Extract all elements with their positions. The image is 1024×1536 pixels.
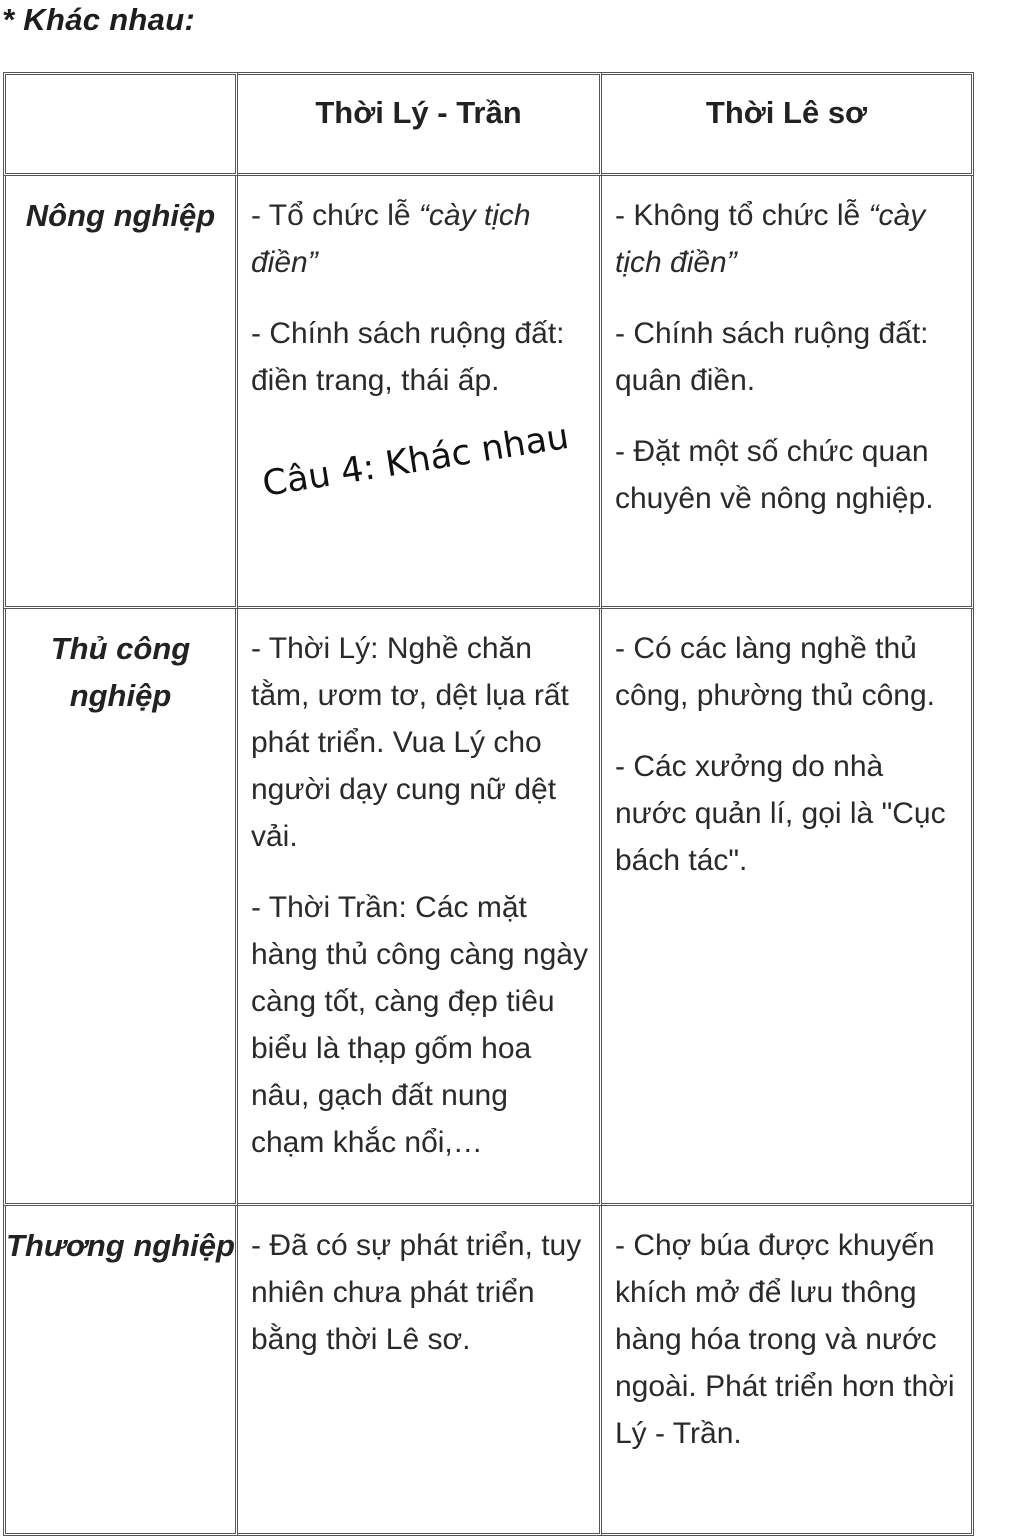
cell-paragraph: - Thời Lý: Nghề chăn tằm, ươm tơ, dệt lụa rất phát triển. Vua Lý cho người dạy cung nữ dệt vải. (251, 632, 569, 853)
cell-paragraph: - Đã có sự phát triển, tuy nhiên chưa phát triển bằng thời Lê sơ. (251, 1229, 582, 1356)
cell-thuong-nghiep-ly-tran (238, 1206, 602, 1536)
cell-thu-cong-le-so (602, 609, 974, 1206)
cell-nong-nghiep-le-so (602, 176, 974, 609)
header-empty-cell (3, 72, 238, 176)
comparison-table (3, 72, 974, 1536)
cell-nong-nghiep-ly-tran (238, 176, 602, 609)
cell-paragraph: - Chính sách ruộng đất: quân điền. (615, 317, 929, 397)
cell-paragraph: - Không tổ chức lễ “cày tịch điền” (615, 199, 926, 279)
comparison-table-container (3, 72, 974, 1536)
cell-paragraph: - Chợ búa được khuyến khích mở để lưu thông hàng hóa trong và nước ngoài. Phát triển hơn thời Lý - Trần. (615, 1229, 955, 1450)
table-header-row (3, 72, 974, 176)
table-row-thu-cong-nghiep (3, 609, 974, 1206)
cell-thu-cong-ly-tran (238, 609, 602, 1206)
section-heading: * Khác nhau: (2, 2, 196, 37)
cell-paragraph: - Đặt một số chức quan chuyên về nông nghiệp. (615, 435, 934, 515)
handwritten-annotation: Câu 4: Khác nhau (259, 416, 572, 505)
header-le-so: Thời Lê sơ (602, 72, 974, 176)
cell-paragraph: - Chính sách ruộng đất: điền trang, thái ấp. (251, 317, 565, 397)
cell-thuong-nghiep-le-so (602, 1206, 974, 1536)
cell-paragraph: - Các xưởng do nhà nước quản lí, gọi là "Cục bách tác". (615, 750, 946, 877)
row-label-nong-nghiep: Nông nghiệp (3, 176, 238, 609)
table-row-nong-nghiep (3, 176, 974, 609)
header-ly-tran: Thời Lý - Trần (238, 72, 602, 176)
cell-paragraph: - Có các làng nghề thủ công, phường thủ công. (615, 632, 935, 712)
cell-paragraph: - Thời Trần: Các mặt hàng thủ công càng ngày càng tốt, càng đẹp tiêu biểu là thạp gốm hoa nâu, gạch đất nung chạm khắc nổi,… (251, 891, 588, 1159)
cell-paragraph: - Tổ chức lễ “cày tịch điền” (251, 199, 531, 279)
row-label-thu-cong-nghiep: Thủ công nghiệp (3, 609, 238, 1206)
table-row-thuong-nghiep (3, 1206, 974, 1536)
row-label-thuong-nghiep: Thương nghiệp (3, 1206, 238, 1536)
